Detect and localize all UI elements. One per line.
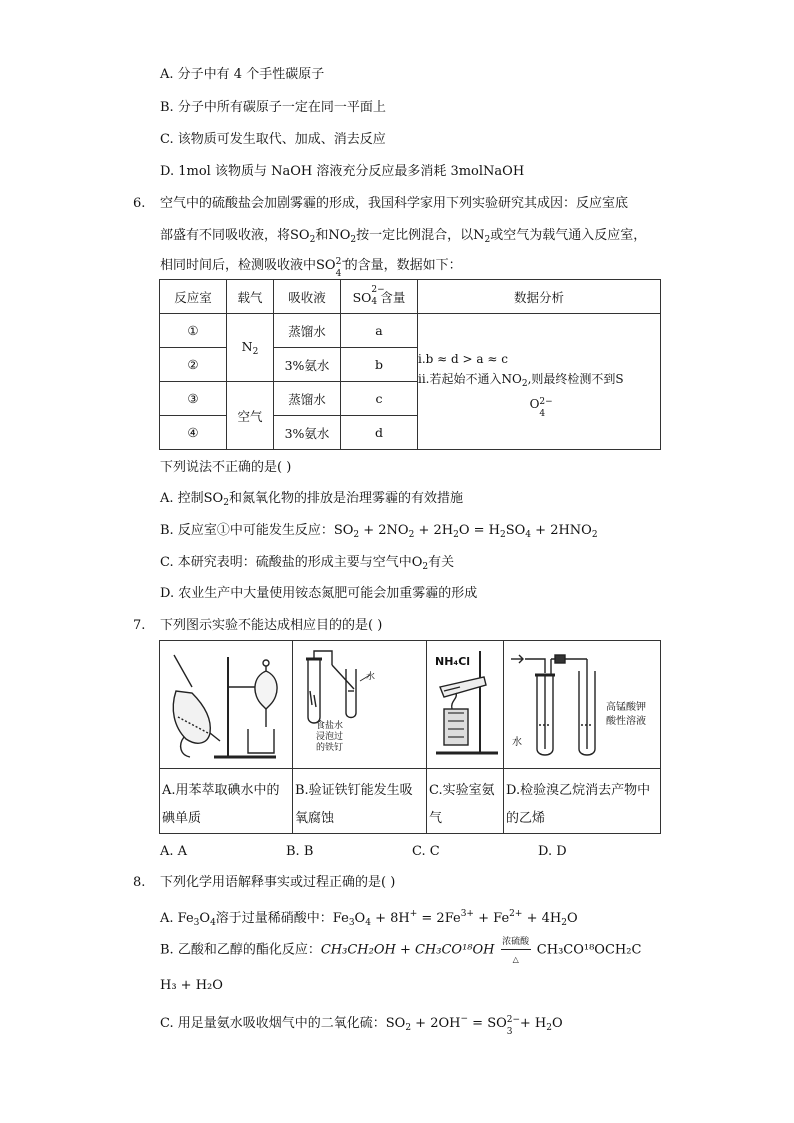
q7-stem: 下列图示实验不能达成相应目的的是( ) — [160, 618, 383, 633]
q7-choice-b: B. B — [286, 844, 314, 859]
figure-d-water-label: 水 — [512, 737, 522, 748]
q7-number: 7. — [133, 618, 146, 633]
table-row-content: d — [341, 416, 418, 450]
q7-choice-c: C. C — [412, 844, 440, 859]
table-row-room: ④ — [160, 416, 227, 450]
q8-option-b: B. 乙酸和乙醇的酯化反应：CH₃CH₂OH + CH₃CO¹⁸OH 浓硫酸 △ CH₃CO¹⁸OCH₂C — [160, 941, 641, 960]
table-row-absorber: 3%氨水 — [274, 348, 341, 382]
q8-b-condition-top: 浓硫酸 — [502, 937, 530, 947]
q6-data-table — [159, 279, 661, 450]
q5-option-a: A. 分子中有 4 个手性碳原子 — [160, 67, 325, 82]
table-row-room: ① — [160, 314, 227, 348]
th-analysis: 数据分析 — [418, 280, 661, 314]
q7-figure-table — [159, 640, 661, 834]
analysis-ii: ii.若起始不通入$NO_2$,则最终检测不到S — [418, 372, 624, 389]
q8-option-b-cont: H₃ + H₂O — [160, 978, 223, 993]
figure-c-ammonia-setup — [430, 647, 502, 765]
figure-b-nail-label: 食盐水 浸泡过 的铁钉 — [316, 721, 344, 753]
th-gas: 载气 — [227, 280, 274, 314]
q8-number: 8. — [133, 875, 146, 890]
table-row-content: a — [341, 314, 418, 348]
q7-choice-a: A. A — [160, 844, 188, 859]
q6-prompt: 下列说法不正确的是( ) — [160, 460, 292, 475]
q6-stem-line2: 部盛有不同吸收液，将$SO_2$和$NO_2$按一定比例混合，以$N_2$或空气为载气通入反应室， — [160, 228, 647, 245]
q5-option-c: C. 该物质可发生取代、加成、消去反应 — [160, 132, 386, 147]
analysis-i: i.b ≈ d > a ≈ c — [418, 352, 508, 366]
th-absorber: 吸收液 — [274, 280, 341, 314]
figure-c-reagent-label: NH₄Cl — [435, 655, 471, 668]
q7-choice-d: D. D — [538, 844, 567, 859]
q5-option-b: B. 分子中所有碳原子一定在同一平面上 — [160, 100, 386, 115]
q8-b-condition-bottom: △ — [512, 955, 519, 964]
figure-b-water-label: 水 — [366, 672, 376, 682]
q6-option-d: D. 农业生产中大量使用铵态氮肥可能会加重雾霾的形成 — [160, 586, 478, 601]
q6-stem-line3: 相同时间后，检测吸收液中SO 2− 4 的含量，数据如下： — [160, 256, 462, 279]
table-row-absorber: 蒸馏水 — [274, 382, 341, 416]
analysis-cell — [418, 314, 661, 450]
q6-number: 6. — [133, 196, 146, 211]
q6-option-b: B. 反应室①中可能发生反应：$SO_2 + 2NO_2 + 2H_2O = H_2SO_4 + 2HNO_2$ — [160, 523, 598, 540]
q5-option-d: D. 1mol 该物质与 NaOH 溶液充分反应最多消耗 3molNaOH — [160, 164, 525, 179]
gas-n2: $N_2$ — [227, 314, 274, 382]
table-row-room: ② — [160, 348, 227, 382]
q6-option-c: C. 本研究表明：硫酸盐的形成主要与空气中$O_2$有关 — [160, 555, 455, 572]
q8-stem: 下列化学用语解释事实或过程正确的是( ) — [160, 875, 396, 890]
figure-a-separatory-funnel — [164, 647, 288, 765]
table-row-absorber: 3%氨水 — [274, 416, 341, 450]
q8-option-a: A. $Fe_3O_4$溶于过量稀硝酸中：$Fe_3O_4 + 8H^+ = 2Fe^{3+} + Fe^{2+} + 4H_2O$ — [160, 909, 578, 928]
th-content: SO 2− 4 含量 — [341, 280, 418, 314]
q6-stem-line1: 空气中的硫酸盐会加剧雾霾的形成，我国科学家用下列实验研究其成因：反应室底 — [160, 196, 629, 211]
q6-option-a: A. 控制$SO_2$和氮氧化物的排放是治理雾霾的有效措施 — [160, 491, 463, 508]
th-room: 反应室 — [160, 280, 227, 314]
q8-option-c: C. 用足量氨水吸收烟气中的二氧化硫：$SO_2 + 2OH^-$ = SO 2− 3 + $H_2O$ — [160, 1014, 563, 1037]
caption-d: D.检验溴乙烷消去产物中 的乙烯 — [506, 783, 651, 826]
analysis-ii-cont: O 2− 4 — [529, 396, 553, 419]
figure-d-reagent-label: 高锰酸钾 酸性溶液 — [606, 702, 646, 727]
caption-b: B.验证铁钉能发生吸 氧腐蚀 — [295, 783, 413, 826]
caption-c: C.实验室氨 气 — [429, 783, 495, 826]
table-row-content: c — [341, 382, 418, 416]
table-row-room: ③ — [160, 382, 227, 416]
table-row-content: b — [341, 348, 418, 382]
gas-air: 空气 — [227, 382, 274, 450]
caption-a: A.用苯萃取碘水中的 碘单质 — [162, 783, 280, 826]
table-row-absorber: 蒸馏水 — [274, 314, 341, 348]
